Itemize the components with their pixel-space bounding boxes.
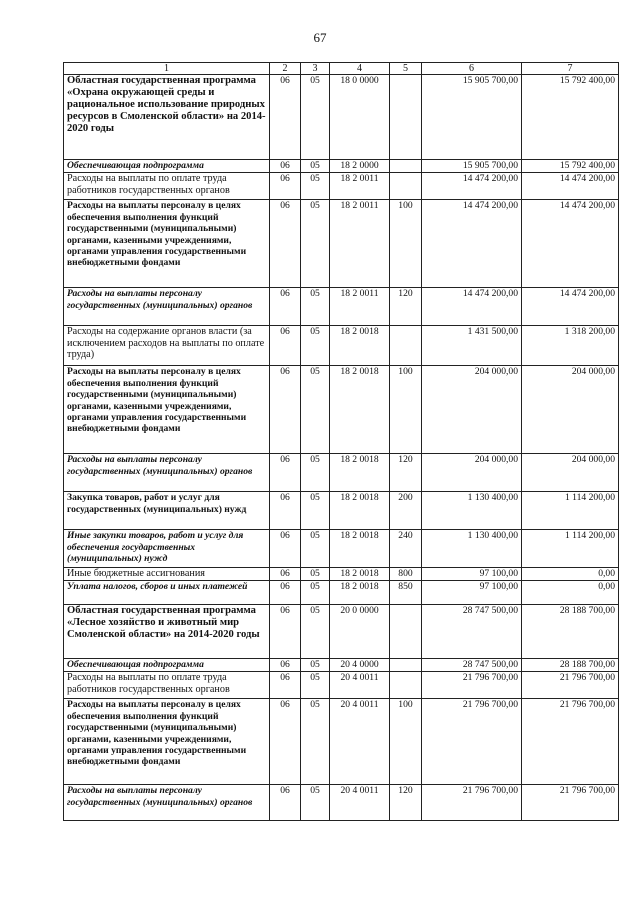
row-section: 06 — [270, 568, 301, 581]
row-subsection: 05 — [301, 605, 330, 659]
row-amount-year1: 97 100,00 — [422, 581, 522, 605]
row-expense-type — [390, 605, 422, 659]
row-target-code: 18 2 0018 — [330, 581, 390, 605]
row-target-code: 20 4 0000 — [330, 659, 390, 672]
table-row — [64, 75, 619, 160]
row-name: Расходы на выплаты по оплате труда работников государственных органов — [64, 173, 270, 200]
row-amount-year2: 204 000,00 — [522, 454, 619, 492]
row-amount-year1: 15 905 700,00 — [422, 75, 522, 160]
row-name: Областная государственная программа «Охрана окружающей среды и рациональное использование природных ресурсов в Смоленской области» на 2014-2020 годы — [64, 75, 270, 160]
row-amount-year2: 21 796 700,00 — [522, 699, 619, 785]
row-amount-year1: 28 747 500,00 — [422, 659, 522, 672]
row-subsection: 05 — [301, 160, 330, 173]
row-amount-year2: 1 114 200,00 — [522, 530, 619, 568]
table-row — [64, 173, 619, 200]
row-amount-year2: 28 188 700,00 — [522, 659, 619, 672]
row-subsection: 05 — [301, 75, 330, 160]
row-expense-type — [390, 173, 422, 200]
row-amount-year1: 1 130 400,00 — [422, 530, 522, 568]
row-target-code: 18 0 0000 — [330, 75, 390, 160]
row-name: Расходы на выплаты персоналу государственных (муниципальных) органов — [64, 785, 270, 821]
row-amount-year2: 0,00 — [522, 581, 619, 605]
row-expense-type — [390, 672, 422, 699]
row-subsection: 05 — [301, 785, 330, 821]
table-row — [64, 785, 619, 821]
row-section: 06 — [270, 581, 301, 605]
row-name: Расходы на содержание органов власти (за исключением расходов на выплаты по оплате труда) — [64, 326, 270, 366]
table-row — [64, 200, 619, 288]
row-name: Обеспечивающая подпрограмма — [64, 659, 270, 672]
row-name: Расходы на выплаты персоналу в целях обеспечения выполнения функций государственными (муниципальными) органами, казенными учреждениями, органами управления государственными внебюджетными фондами — [64, 699, 270, 785]
table-row — [64, 492, 619, 530]
row-section: 06 — [270, 785, 301, 821]
row-amount-year2: 1 114 200,00 — [522, 492, 619, 530]
row-subsection: 05 — [301, 568, 330, 581]
row-expense-type: 120 — [390, 288, 422, 326]
row-section: 06 — [270, 605, 301, 659]
row-amount-year2: 21 796 700,00 — [522, 672, 619, 699]
row-subsection: 05 — [301, 326, 330, 366]
table-row — [64, 366, 619, 454]
row-expense-type — [390, 75, 422, 160]
row-name: Расходы на выплаты персоналу в целях обеспечения выполнения функций государственными (муниципальными) органами, казенными учреждениями, органами управления государственными внебюджетными фондами — [64, 200, 270, 288]
header-col-7: 7 — [522, 63, 619, 75]
row-amount-year1: 21 796 700,00 — [422, 699, 522, 785]
table-row — [64, 454, 619, 492]
row-target-code: 18 2 0018 — [330, 326, 390, 366]
row-name: Обеспечивающая подпрограмма — [64, 160, 270, 173]
table-row — [64, 568, 619, 581]
row-target-code: 18 2 0018 — [330, 568, 390, 581]
row-amount-year1: 1 431 500,00 — [422, 326, 522, 366]
row-section: 06 — [270, 530, 301, 568]
row-section: 06 — [270, 173, 301, 200]
row-target-code: 18 2 0011 — [330, 288, 390, 326]
row-expense-type: 200 — [390, 492, 422, 530]
table-row — [64, 288, 619, 326]
row-expense-type: 850 — [390, 581, 422, 605]
budget-table — [63, 62, 619, 821]
row-subsection: 05 — [301, 699, 330, 785]
row-expense-type: 100 — [390, 200, 422, 288]
row-section: 06 — [270, 659, 301, 672]
row-name: Иные закупки товаров, работ и услуг для обеспечения государственных (муниципальных) нужд — [64, 530, 270, 568]
row-amount-year2: 0,00 — [522, 568, 619, 581]
row-section: 06 — [270, 288, 301, 326]
header-col-4: 4 — [330, 63, 390, 75]
header-col-6: 6 — [422, 63, 522, 75]
header-col-5: 5 — [390, 63, 422, 75]
table-row — [64, 160, 619, 173]
row-target-code: 18 2 0018 — [330, 366, 390, 454]
row-amount-year1: 204 000,00 — [422, 454, 522, 492]
row-name: Областная государственная программа «Лесное хозяйство и животный мир Смоленской области» на 2014-2020 годы — [64, 605, 270, 659]
table-row — [64, 605, 619, 659]
row-section: 06 — [270, 75, 301, 160]
row-amount-year2: 21 796 700,00 — [522, 785, 619, 821]
row-name: Расходы на выплаты по оплате труда работников государственных органов — [64, 672, 270, 699]
header-col-2: 2 — [270, 63, 301, 75]
table-row — [64, 530, 619, 568]
row-target-code: 18 2 0011 — [330, 173, 390, 200]
page-number: 67 — [313, 30, 327, 45]
row-section: 06 — [270, 492, 301, 530]
table-row — [64, 672, 619, 699]
row-amount-year1: 28 747 500,00 — [422, 605, 522, 659]
row-target-code: 20 0 0000 — [330, 605, 390, 659]
row-target-code: 18 2 0018 — [330, 492, 390, 530]
row-amount-year1: 14 474 200,00 — [422, 200, 522, 288]
row-target-code: 20 4 0011 — [330, 785, 390, 821]
row-amount-year1: 14 474 200,00 — [422, 173, 522, 200]
row-amount-year2: 28 188 700,00 — [522, 605, 619, 659]
row-expense-type: 120 — [390, 785, 422, 821]
row-expense-type: 800 — [390, 568, 422, 581]
row-amount-year1: 204 000,00 — [422, 366, 522, 454]
row-expense-type: 240 — [390, 530, 422, 568]
row-target-code: 18 2 0000 — [330, 160, 390, 173]
row-target-code: 18 2 0018 — [330, 530, 390, 568]
row-name: Закупка товаров, работ и услуг для государственных (муниципальных) нужд — [64, 492, 270, 530]
row-amount-year2: 15 792 400,00 — [522, 75, 619, 160]
header-col-3: 3 — [301, 63, 330, 75]
table-row — [64, 326, 619, 366]
row-name: Расходы на выплаты персоналу государственных (муниципальных) органов — [64, 288, 270, 326]
row-section: 06 — [270, 160, 301, 173]
row-expense-type — [390, 659, 422, 672]
row-subsection: 05 — [301, 173, 330, 200]
row-amount-year2: 1 318 200,00 — [522, 326, 619, 366]
row-subsection: 05 — [301, 454, 330, 492]
row-section: 06 — [270, 699, 301, 785]
row-subsection: 05 — [301, 366, 330, 454]
row-target-code: 20 4 0011 — [330, 699, 390, 785]
row-subsection: 05 — [301, 672, 330, 699]
row-subsection: 05 — [301, 530, 330, 568]
row-name: Расходы на выплаты персоналу в целях обеспечения выполнения функций государственными (муниципальными) органами, казенными учреждениями, органами управления государственными внебюджетными фондами — [64, 366, 270, 454]
row-target-code: 18 2 0018 — [330, 454, 390, 492]
row-section: 06 — [270, 672, 301, 699]
row-amount-year1: 21 796 700,00 — [422, 785, 522, 821]
row-target-code: 20 4 0011 — [330, 672, 390, 699]
row-amount-year1: 1 130 400,00 — [422, 492, 522, 530]
row-subsection: 05 — [301, 200, 330, 288]
row-amount-year2: 15 792 400,00 — [522, 160, 619, 173]
row-section: 06 — [270, 366, 301, 454]
row-section: 06 — [270, 454, 301, 492]
row-subsection: 05 — [301, 581, 330, 605]
row-subsection: 05 — [301, 659, 330, 672]
row-subsection: 05 — [301, 288, 330, 326]
row-expense-type — [390, 160, 422, 173]
header-row — [64, 63, 619, 75]
row-section: 06 — [270, 200, 301, 288]
row-expense-type — [390, 326, 422, 366]
row-amount-year1: 21 796 700,00 — [422, 672, 522, 699]
row-subsection: 05 — [301, 492, 330, 530]
row-name: Расходы на выплаты персоналу государственных (муниципальных) органов — [64, 454, 270, 492]
row-target-code: 18 2 0011 — [330, 200, 390, 288]
header-col-1: 1 — [64, 63, 270, 75]
table-row — [64, 581, 619, 605]
row-amount-year2: 14 474 200,00 — [522, 173, 619, 200]
row-expense-type: 120 — [390, 454, 422, 492]
row-amount-year1: 97 100,00 — [422, 568, 522, 581]
row-amount-year1: 14 474 200,00 — [422, 288, 522, 326]
row-section: 06 — [270, 326, 301, 366]
row-amount-year2: 14 474 200,00 — [522, 288, 619, 326]
row-name: Уплата налогов, сборов и иных платежей — [64, 581, 270, 605]
table-row — [64, 659, 619, 672]
table-row — [64, 699, 619, 785]
row-name: Иные бюджетные ассигнования — [64, 568, 270, 581]
row-amount-year2: 14 474 200,00 — [522, 200, 619, 288]
row-amount-year1: 15 905 700,00 — [422, 160, 522, 173]
row-expense-type: 100 — [390, 366, 422, 454]
row-amount-year2: 204 000,00 — [522, 366, 619, 454]
row-expense-type: 100 — [390, 699, 422, 785]
